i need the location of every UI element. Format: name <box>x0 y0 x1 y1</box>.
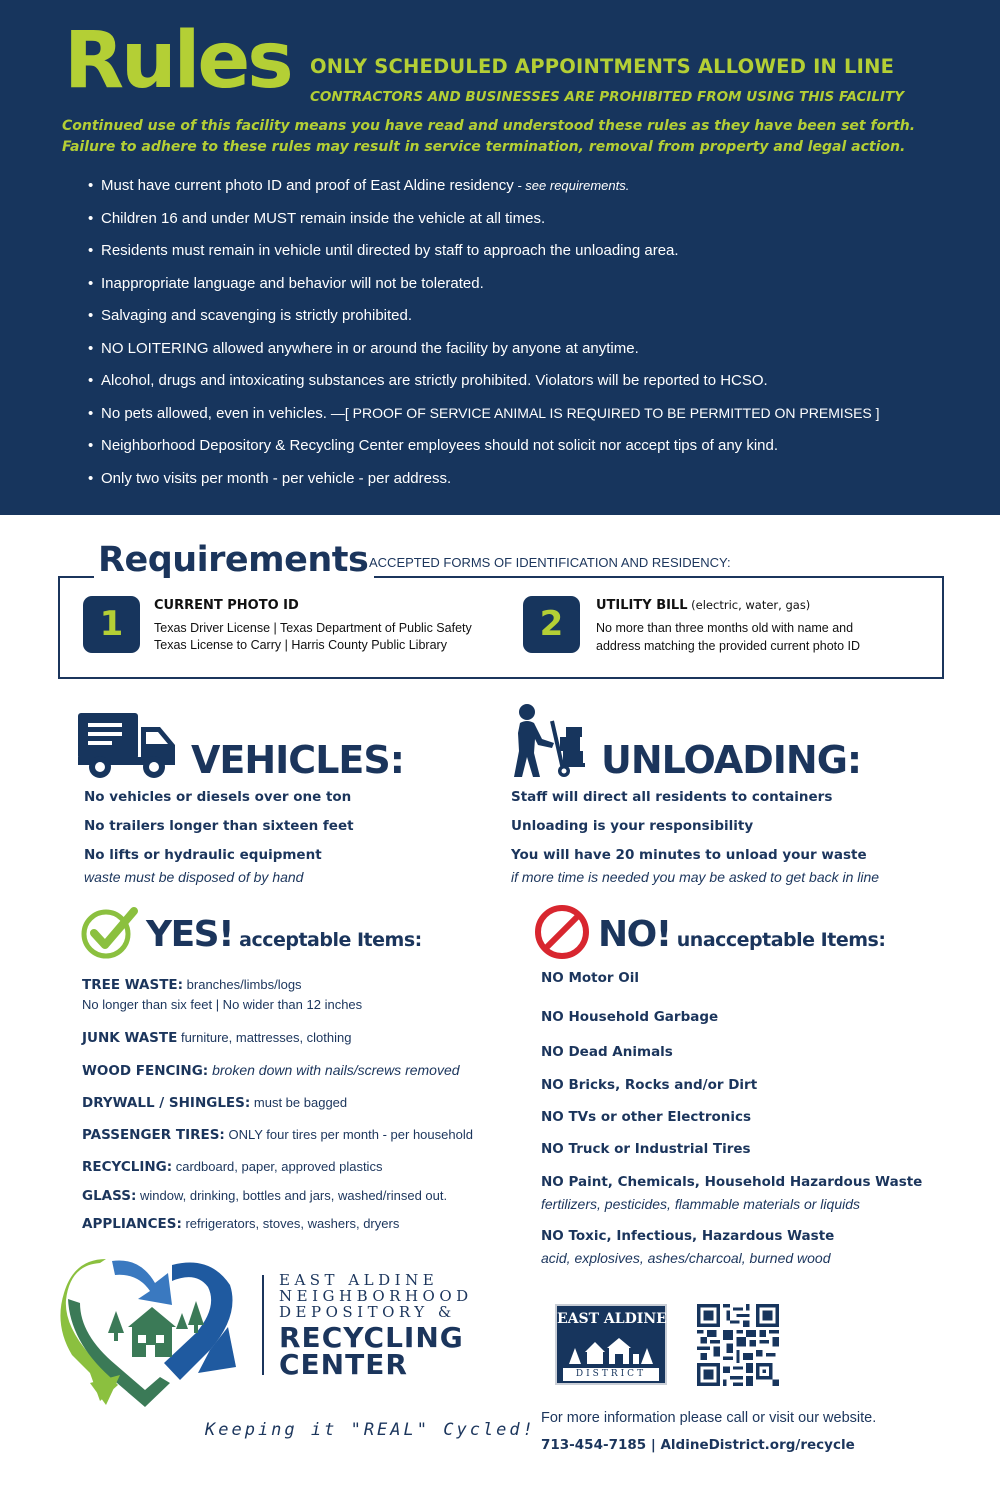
unacceptable-item: NO Dead Animals <box>541 1044 673 1060</box>
logo-line-4: RECYCLING <box>279 1321 464 1354</box>
acceptable-item: PASSENGER TIRES: ONLY four tires per month - per household <box>82 1127 473 1143</box>
district-building-icon <box>563 1334 659 1366</box>
requirements-heading: Requirements <box>96 540 374 580</box>
logo-line-3: DEPOSITORY & <box>279 1303 456 1321</box>
vehicle-rule: No trailers longer than sixteen feet <box>84 818 354 834</box>
requirement-number-badge: 1 <box>83 596 140 653</box>
checkmark-icon <box>80 906 138 960</box>
rule-item: • Alcohol, drugs and intoxicating substances are strictly prohibited. Violators will be reported to HCSO. <box>88 372 768 389</box>
usage-notice-line-2: Failure to adhere to these rules may result in service termination, removal from property and legal action. <box>62 139 906 155</box>
acceptable-item: DRYWALL / SHINGLES: must be bagged <box>82 1095 348 1111</box>
acceptable-item: GLASS: window, drinking, bottles and jars, washed/rinsed out. <box>82 1188 448 1204</box>
worker-dolly-icon <box>510 703 590 779</box>
unacceptable-item: NO Truck or Industrial Tires <box>541 1141 751 1157</box>
unacceptable-item: NO Household Garbage <box>541 1009 719 1025</box>
acceptable-item: WOOD FENCING: broken down with nails/screws removed <box>82 1062 460 1079</box>
acceptable-item-detail: No longer than six feet | No wider than 12 inches <box>82 997 363 1012</box>
vehicle-rule: No vehicles or diesels over one ton <box>84 789 352 805</box>
scheduled-appointments-notice: ONLY SCHEDULED APPOINTMENTS ALLOWED IN LINE <box>310 55 895 78</box>
rule-item: • Must have current photo ID and proof of East Aldine residency - see requirements. <box>88 177 630 194</box>
rule-item: • Children 16 and under MUST remain inside the vehicle at all times. <box>88 209 546 227</box>
rules-title: Rules <box>64 16 291 106</box>
unacceptable-item: NO Motor Oil <box>541 970 640 986</box>
truck-icon <box>78 713 178 779</box>
acceptable-item: TREE WASTE: branches/limbs/logs <box>82 977 302 993</box>
unacceptable-item-detail: fertilizers, pesticides, flammable materials or liquids <box>541 1196 860 1212</box>
district-name: EAST ALDINE <box>557 1311 667 1327</box>
requirement-title: CURRENT PHOTO ID <box>154 598 299 613</box>
logo-line-2: NEIGHBORHOOD <box>279 1287 473 1305</box>
logo-divider <box>262 1275 264 1375</box>
rule-item: • No pets allowed, even in vehicles. —[ PROOF OF SERVICE ANIMAL IS REQUIRED TO BE PERMITTED ON PREMISES ] <box>88 404 880 422</box>
vehicle-rule-note: waste must be disposed of by hand <box>84 869 304 885</box>
contractors-prohibited-notice: CONTRACTORS AND BUSINESSES ARE PROHIBITED FROM USING THIS FACILITY <box>310 89 905 105</box>
unacceptable-item: NO Toxic, Infectious, Hazardous Waste <box>541 1228 835 1244</box>
rule-item: • Salvaging and scavenging is strictly prohibited. <box>88 307 413 324</box>
district-word: DISTRICT <box>563 1368 659 1381</box>
acceptable-item: JUNK WASTE furniture, mattresses, clothing <box>82 1030 352 1046</box>
unloading-rule: Unloading is your responsibility <box>511 818 754 834</box>
requirement-detail: No more than three months old with name and <box>596 621 854 635</box>
unloading-rule: Staff will direct all residents to containers <box>511 789 833 805</box>
contact-phone-website[interactable]: 713-454-7185 | AldineDistrict.org/recycle <box>541 1437 855 1453</box>
rule-item: • NO LOITERING allowed anywhere in or around the facility by anyone at anytime. <box>88 339 639 357</box>
unacceptable-item: NO TVs or other Electronics <box>541 1109 752 1125</box>
tagline: Keeping it "REAL" Cycled! <box>205 1420 536 1440</box>
requirement-detail: Texas Driver License | Texas Department of Public Safety <box>154 621 472 635</box>
acceptable-heading: YES! acceptable Items: <box>146 914 422 955</box>
unacceptable-heading: NO! unacceptable Items: <box>598 914 886 955</box>
requirements-subheading: ACCEPTED FORMS OF IDENTIFICATION AND RESIDENCY: <box>369 555 731 570</box>
requirement-title: UTILITY BILL (electric, water, gas) <box>596 598 811 613</box>
logo-line-1: EAST ALDINE <box>279 1271 439 1289</box>
unloading-rule: You will have 20 minutes to unload your waste <box>511 847 867 863</box>
unacceptable-item-detail: acid, explosives, ashes/charcoal, burned wood <box>541 1250 831 1266</box>
rule-item: • Inappropriate language and behavior will not be tolerated. <box>88 274 484 292</box>
requirement-detail: address matching the provided current photo ID <box>596 639 861 653</box>
unacceptable-item: NO Bricks, Rocks and/or Dirt <box>541 1077 758 1093</box>
district-badge <box>555 1304 667 1385</box>
usage-notice <box>62 116 952 158</box>
rule-item: • Residents must remain in vehicle until directed by staff to approach the unloading area. <box>88 242 679 259</box>
requirement-detail: Texas License to Carry | Harris County Public Library <box>154 638 447 652</box>
vehicle-rule: No lifts or hydraulic equipment <box>84 847 322 863</box>
prohibited-icon <box>534 904 590 960</box>
requirement-number-badge: 2 <box>523 596 580 653</box>
contact-info-text: For more information please call or visit our website. <box>541 1410 877 1426</box>
usage-notice-line-1: Continued use of this facility means you have read and understood these rules as they have been set forth. <box>62 118 916 134</box>
acceptable-item: APPLIANCES: refrigerators, stoves, washers, dryers <box>82 1216 400 1232</box>
logo-line-5: CENTER <box>279 1348 408 1381</box>
qr-code-icon[interactable] <box>697 1304 779 1386</box>
rules-list <box>88 177 968 502</box>
acceptable-item: RECYCLING: cardboard, paper, approved plastics <box>82 1159 383 1175</box>
vehicles-heading: VEHICLES: <box>191 738 404 782</box>
unloading-heading: UNLOADING: <box>601 738 862 782</box>
rule-item: • Only two visits per month - per vehicle - per address. <box>88 469 452 487</box>
unacceptable-item: NO Paint, Chemicals, Household Hazardous Waste <box>541 1174 923 1190</box>
recycle-heart-house-icon <box>60 1255 240 1415</box>
unloading-rule-note: if more time is needed you may be asked to get back in line <box>511 869 880 885</box>
rule-item: • Neighborhood Depository & Recycling Center employees should not solicit nor accept tips of any kind. <box>88 437 779 454</box>
